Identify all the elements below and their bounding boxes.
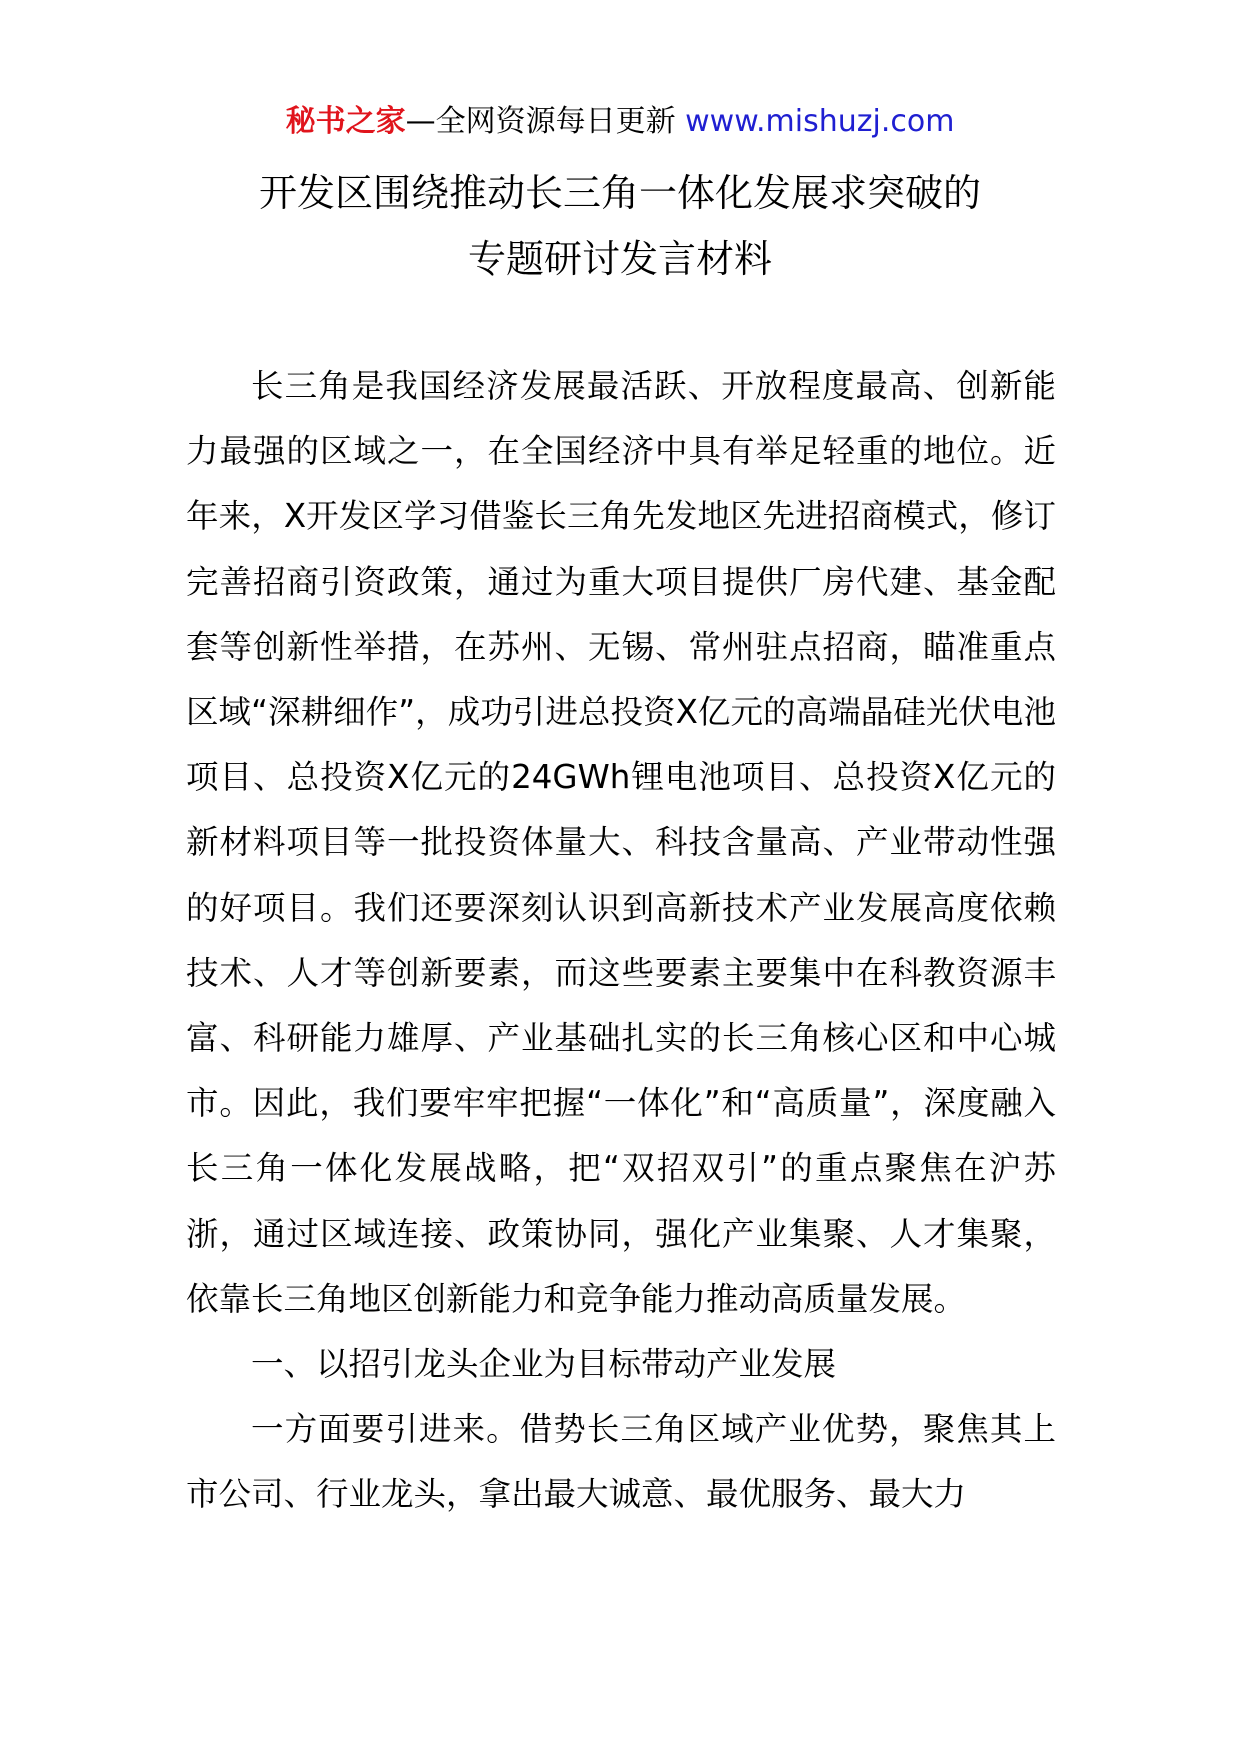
section-heading-1: 一、以招引龙头企业为目标带动产业发展: [251, 1345, 837, 1384]
document-title: [0, 160, 1240, 292]
title-line-1: 开发区围绕推动长三角一体化发展求突破的: [258, 171, 981, 215]
body-paragraph-2: 一方面要引进来。借势长三角区域产业优势，聚焦其上市公司、行业龙头，拿出最大诚意、最优服务、最大力: [186, 1410, 1056, 1514]
site-header: [0, 100, 1240, 144]
title-line-2: 专题研讨发言材料: [467, 237, 772, 281]
brand-name: 秘书之家: [285, 104, 406, 139]
site-url-link[interactable]: www.mishuzj.com: [685, 104, 955, 139]
body-paragraph-1: 长三角是我国经济发展最活跃、开放程度最高、创新能力最强的区域之一，在全国经济中具有举足轻重的地位。近年来，X开发区学习借鉴长三角先发地区先进招商模式，修订完善招商引资政策，通过为重大项目提供厂房代建、基金配套等创新性举措，在苏州、无锡、常州驻点招商，瞄准重点区域“深耕细作”，成功引进总投资X亿元的高端晶硅光伏电池项目、总投资X亿元的24GWh锂电池项目、总投资X亿元的新材料项目等一批投资体量大、科技含量高、产业带动性强的好项目。我们还要深刻认识到高新技术产业发展高度依赖技术、人才等创新要素，而这些要素主要集中在科教资源丰富、科研能力雄厚、产业基础扎实的长三角核心区和中心城市。因此，我们要牢牢把握“一体化”和“高质量”，深度融入长三角一体化发展战略，把“双招双引”的重点聚焦在沪苏浙，通过区域连接、政策协同，强化产业集聚、人才集聚，依靠长三角地区创新能力和竞争能力推动高质量发展。: [186, 367, 1056, 1318]
header-tagline: —全网资源每日更新: [405, 104, 676, 139]
document-body: [186, 354, 1056, 1528]
